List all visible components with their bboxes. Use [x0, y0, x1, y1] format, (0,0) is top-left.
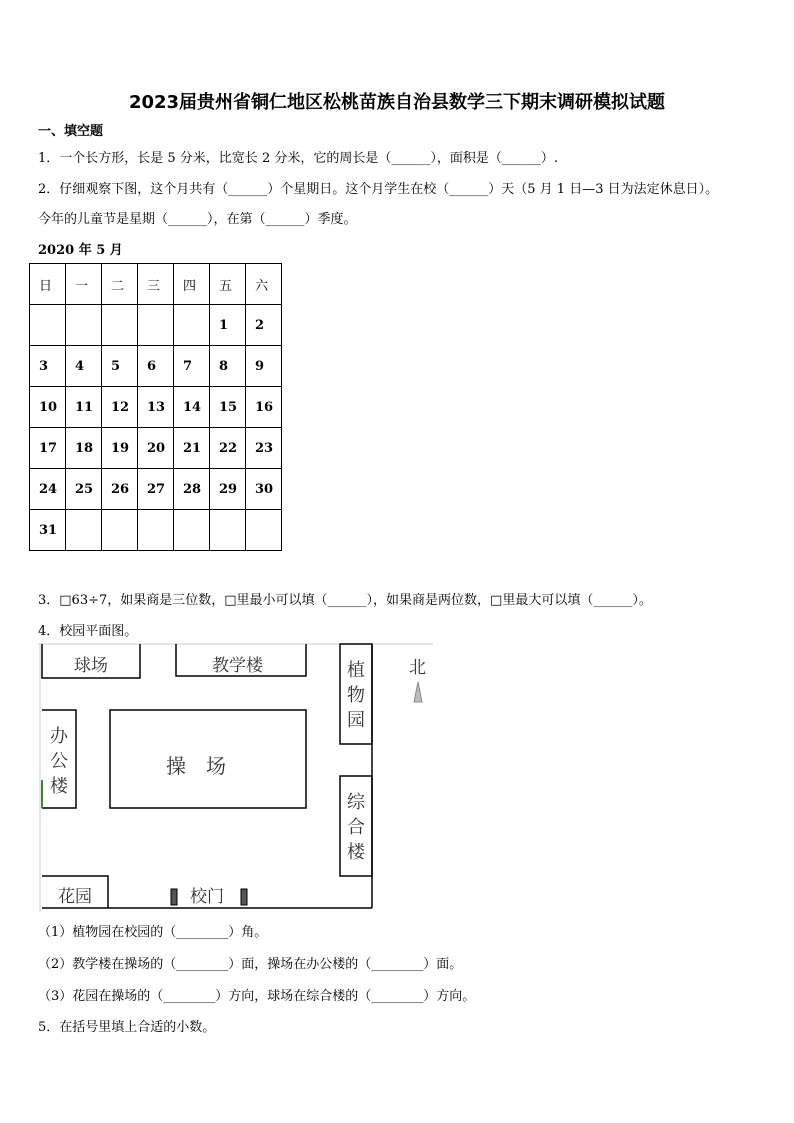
page-title: 2023届贵州省铜仁地区松桃苗族自治县数学三下期末调研模拟试题: [128, 92, 666, 113]
calendar-day-cell: [66, 305, 102, 346]
calendar-day-cell: 16: [246, 387, 282, 428]
calendar-day-cell: 7: [174, 346, 210, 387]
map-label-complex-building: 综 合 楼: [347, 792, 365, 863]
campus-map-lines: [38, 640, 433, 915]
calendar-day-cell: 22: [210, 428, 246, 469]
campus-map: [38, 640, 433, 915]
calendar-day-cell: 8: [210, 346, 246, 387]
calendar-row: [30, 510, 282, 551]
calendar-day-cell: 9: [246, 346, 282, 387]
calendar-day-cell: 15: [210, 387, 246, 428]
calendar-row: [30, 428, 282, 469]
calendar-header-cell: 一: [66, 264, 102, 305]
calendar-day-cell: 19: [102, 428, 138, 469]
calendar-table: [29, 263, 282, 551]
calendar-day-cell: 25: [66, 469, 102, 510]
calendar-day-cell: 3: [30, 346, 66, 387]
question-3: 3．□63÷7，如果商是三位数，□里最小可以填（______），如果商是两位数，□里最大可以填（______）。: [38, 593, 652, 608]
map-label-ballfield: 球场: [74, 656, 108, 676]
map-label-gate: 校门: [190, 887, 224, 907]
question-4-1: （1）植物园在校园的（________）角。: [38, 925, 268, 940]
calendar-day-cell: 10: [30, 387, 66, 428]
question-4-3: （3）花园在操场的（________）方向，球场在综合楼的（________）方向。: [38, 989, 476, 1004]
calendar-day-cell: 29: [210, 469, 246, 510]
calendar-day-cell: [102, 305, 138, 346]
calendar-day-cell: 17: [30, 428, 66, 469]
calendar-day-cell: 20: [138, 428, 174, 469]
calendar-day-cell: [138, 510, 174, 551]
calendar-day-cell: [174, 510, 210, 551]
calendar-day-cell: [174, 305, 210, 346]
calendar-header-cell: 四: [174, 264, 210, 305]
calendar-header-cell: 日: [30, 264, 66, 305]
calendar-day-cell: [246, 510, 282, 551]
map-label-garden: 花园: [58, 887, 92, 907]
calendar-day-cell: 21: [174, 428, 210, 469]
calendar-day-cell: 24: [30, 469, 66, 510]
calendar-header-cell: 二: [102, 264, 138, 305]
question-2-line-2: 今年的儿童节是星期（______），在第（______）季度。: [38, 212, 357, 227]
question-1: 1．一个长方形，长是 5 分米，比宽长 2 分米，它的周长是（______），面积是（______）.: [38, 151, 558, 166]
calendar-day-cell: 23: [246, 428, 282, 469]
calendar-row: [30, 305, 282, 346]
question-5: 5．在括号里填上合适的小数。: [38, 1020, 216, 1035]
calendar-day-cell: 30: [246, 469, 282, 510]
calendar-day-cell: 18: [66, 428, 102, 469]
calendar-day-cell: 12: [102, 387, 138, 428]
calendar-day-cell: 27: [138, 469, 174, 510]
question-4-2: （2）教学楼在操场的（________）面，操场在办公楼的（________）面。: [38, 957, 463, 972]
calendar-day-cell: 2: [246, 305, 282, 346]
map-label-playground: 操 场: [166, 754, 226, 778]
calendar-row: [30, 387, 282, 428]
calendar-day-cell: 26: [102, 469, 138, 510]
map-label-office-building: 办 公 楼: [50, 726, 68, 797]
calendar-day-cell: 14: [174, 387, 210, 428]
calendar-day-cell: 6: [138, 346, 174, 387]
calendar-row: [30, 346, 282, 387]
calendar-day-cell: [102, 510, 138, 551]
calendar-day-cell: 5: [102, 346, 138, 387]
calendar-row: [30, 469, 282, 510]
question-2-line-1: 2．仔细观察下图，这个月共有（______）个星期日。这个月学生在校（______）天（5 月 1 日—3 日为法定休息日）。: [38, 182, 719, 197]
calendar-day-cell: 28: [174, 469, 210, 510]
calendar-day-cell: 4: [66, 346, 102, 387]
question-4: 4．校园平面图。: [38, 624, 138, 639]
calendar-caption: 2020 年 5 月: [38, 243, 123, 258]
calendar-day-cell: 13: [138, 387, 174, 428]
calendar-day-cell: 1: [210, 305, 246, 346]
calendar-header-cell: 五: [210, 264, 246, 305]
map-label-teaching-building: 教学楼: [212, 656, 263, 676]
calendar-day-cell: 11: [66, 387, 102, 428]
calendar-day-cell: [66, 510, 102, 551]
map-label-north: 北: [409, 658, 426, 678]
calendar-header-cell: 六: [246, 264, 282, 305]
calendar-header-cell: 三: [138, 264, 174, 305]
calendar-day-cell: [210, 510, 246, 551]
calendar-day-cell: [138, 305, 174, 346]
section-heading: 一、填空题: [38, 124, 104, 139]
map-label-botanical-garden: 植 物 园: [347, 660, 365, 731]
calendar-day-cell: 31: [30, 510, 66, 551]
calendar-day-cell: [30, 305, 66, 346]
